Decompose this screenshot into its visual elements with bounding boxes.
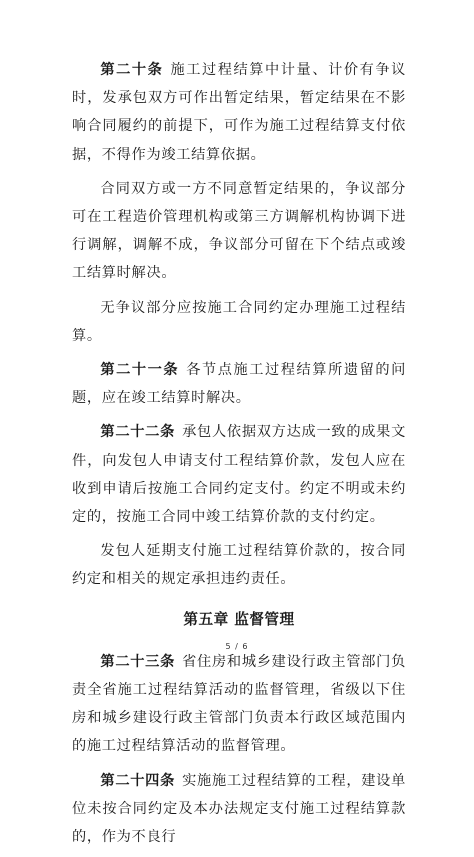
article-number: 第二十条 — [100, 62, 164, 78]
paragraph — [72, 356, 406, 412]
paragraph — [72, 56, 406, 169]
page-number: 5 / 6 — [225, 642, 249, 651]
paragraphs-after-chapter — [72, 648, 406, 851]
paragraph — [72, 418, 406, 531]
paragraph — [72, 175, 406, 288]
paragraph-text: 施工过程结算中计量、计价有争议时，发承包双方可作出暂定结果，暂定结果在不影响合同履约的前提下，可作为施工过程结算支付依据，不得作为竣工结算依据。 — [72, 62, 406, 163]
article-number: 第二十一条 — [100, 362, 180, 379]
paragraphs-before-chapter — [72, 56, 406, 594]
chapter-title: 第五章 监督管理 — [183, 610, 295, 628]
paragraph-text: 各节点施工过程结算所遗留的问题，应在竣工结算时解决。 — [72, 362, 406, 407]
paragraph-text: 省住房和城乡建设行政主管部门负责全省施工过程结算活动的监督管理，省级以下住房和城乡建设行政主管部门负责本行政区域范围内的施工过程结算活动的监督管理。 — [72, 653, 406, 755]
paragraph-text: 承包人依据双方达成一致的成果文件，向发包人申请支付工程结算价款，发包人应在收到申请后按施工合同约定支付。约定不明或未约定的，按施工合同中竣工结算价款的支付约定。 — [72, 424, 406, 526]
paragraph — [72, 537, 406, 593]
paragraph-text: 合同双方或一方不同意暂定结果的，争议部分可在工程造价管理机构或第三方调解机构协调下进行调解，调解不成，争议部分可留在下个结点或竣工结算时解决。 — [72, 180, 406, 282]
article-number: 第二十二条 — [100, 424, 176, 441]
document-body — [72, 56, 406, 857]
paragraph-text: 实施施工过程结算的工程，建设单位未按合同约定及本办法规定支付施工过程结算款的，作为不良行 — [72, 772, 406, 846]
paragraph-text: 发包人延期支付施工过程结算价款的，按合同约定和相关的规定承担违约责任。 — [72, 543, 406, 588]
paragraph — [72, 648, 406, 761]
paragraph — [72, 294, 406, 350]
paragraph — [72, 767, 406, 852]
article-number: 第二十四条 — [100, 772, 176, 789]
paragraph-text: 无争议部分应按施工合同约定办理施工过程结算。 — [72, 299, 406, 344]
article-number: 第二十三条 — [100, 653, 176, 670]
